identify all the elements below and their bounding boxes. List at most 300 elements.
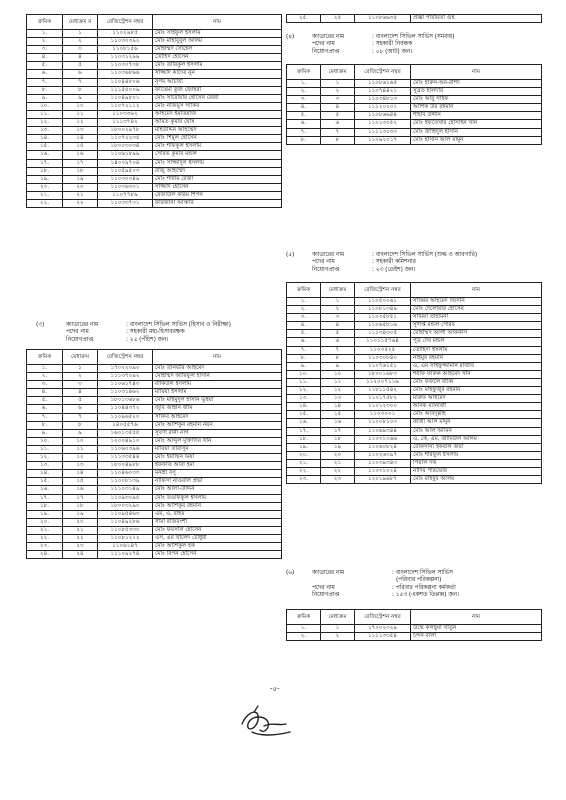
cell-reg: ১১০৭৪৪২১ — [355, 88, 411, 96]
cell-serial: ১৪. — [287, 403, 321, 411]
cadre3-table — [26, 349, 282, 559]
cell-merit: ২ — [63, 373, 98, 381]
cell-merit: ৮ — [63, 86, 98, 94]
cell-reg: ১১০০৮১৩৯ — [98, 478, 153, 486]
cell-name: মহিউদ্দিন আহম্মেদ — [153, 127, 282, 135]
cell-reg: ১১১১৩০৩৩ — [355, 128, 411, 136]
cell-merit: ১৪ — [321, 403, 355, 411]
cell-merit: ৪ — [63, 54, 98, 62]
cell-reg: ১১১২০২০১ — [355, 104, 411, 112]
cell-serial: ৯. — [27, 94, 63, 102]
cell-merit: ২১ — [63, 526, 98, 534]
table-row — [287, 435, 542, 443]
cell-merit: ৩ — [321, 96, 355, 104]
table-row — [27, 534, 282, 542]
cell-serial: ১. — [287, 298, 321, 306]
cell-serial: ১২. — [27, 454, 63, 462]
cell-serial: ১৪. — [27, 470, 63, 478]
cadre6-table — [286, 609, 542, 641]
cadre4-cadre-value: : বাংলাদেশ সিভিল সার্ভিস (সমবায়) — [372, 34, 455, 40]
cell-reg: ১১০৭২২৩৫ — [98, 135, 153, 143]
table-row — [27, 526, 282, 534]
cadre3-appt-value: : ২৫ (পঁচিশ) জন। — [126, 336, 169, 343]
cell-merit: ৮ — [63, 421, 98, 429]
cell-serial: ৮. — [287, 354, 321, 362]
cell-serial: ১৫. — [27, 478, 63, 486]
cell-serial: ৫. — [27, 62, 63, 70]
table-row — [27, 183, 282, 191]
table-row — [287, 443, 542, 451]
table-row — [287, 338, 542, 346]
table-row — [27, 478, 282, 486]
cell-reg: ১১০০৮১০৩ — [355, 419, 411, 427]
cell-reg: ১১০৬১৭৪৩ — [98, 381, 153, 389]
cadre4-block — [286, 64, 542, 145]
cell-merit: ২ — [63, 38, 98, 46]
cell-serial: ১৩. — [27, 127, 63, 135]
cell-reg: ১৮০০৩০৩৪ — [98, 143, 153, 151]
cell-merit: ১ — [63, 30, 98, 38]
cell-merit: ১০ — [63, 102, 98, 110]
cell-serial: ১৮. — [27, 502, 63, 510]
cadre4-table — [286, 64, 542, 145]
table-row — [287, 427, 542, 435]
cell-reg: ১১০৬১৪৭ — [98, 543, 153, 551]
cell-serial: ৭. — [27, 413, 63, 421]
cell-name: মোঃ রিপন হোসেন — [153, 551, 282, 559]
table-row — [27, 119, 282, 127]
cell-name: সৌরভ কুমার মন্ডল — [153, 151, 282, 159]
table-row — [27, 462, 282, 470]
cell-name: উম্মে কলছুমা খাতুন — [411, 625, 542, 633]
cell-name: মোঃ হাসান আল মামুন — [411, 136, 542, 144]
cell-serial: ৯. — [27, 429, 63, 437]
table-header — [287, 65, 542, 80]
table-row — [287, 120, 542, 128]
cell-serial: ১৩. — [287, 395, 321, 403]
cell-reg: ১১০৮৫৩৩০ — [98, 526, 153, 534]
cell-name: মোঃ আবু সাইফ — [411, 96, 542, 104]
cell-reg: ১১০৮১২১২ — [98, 534, 153, 542]
cell-reg: ১১০৮৬১৬৫ — [355, 80, 411, 88]
cell-reg: ১১০৭৬১৫১ — [355, 362, 411, 370]
table-row — [287, 419, 542, 427]
cell-reg: ১১০৪৬০৩৩ — [98, 470, 153, 478]
cell-reg: ১১১১৩৩৫৪ — [355, 633, 411, 641]
table-row — [287, 112, 542, 120]
signature — [234, 702, 296, 742]
cell-reg: ১১২০০৭১১৬ — [355, 378, 411, 386]
cell-merit: ২১ — [321, 459, 355, 467]
table-row — [27, 70, 282, 78]
cell-reg: ১৮০১৩৬৮৬ — [98, 397, 153, 405]
cell-reg: ১৬০১৩৫৫৫ — [98, 429, 153, 437]
table-row — [287, 128, 542, 136]
col-merit: মেধাক্রম — [321, 283, 355, 298]
cell-serial: ১১. — [27, 445, 63, 453]
cadre4-header — [286, 34, 455, 56]
cell-serial: ১৭. — [287, 427, 321, 435]
cell-reg: ১৮০০২৯৭৮ — [98, 127, 153, 135]
cadre4-post-label: পদের নাম — [312, 41, 335, 48]
col-name: নাম — [153, 350, 282, 365]
table-header — [287, 610, 542, 625]
cell-merit: ৩ — [321, 314, 355, 322]
cell-name: সাজ্জাদ হোসেন — [153, 183, 282, 191]
cell-name: মোহাম্মদ সোহেল — [153, 46, 282, 54]
cadre5-header — [286, 252, 477, 274]
cell-merit: ২ — [321, 88, 355, 96]
table-row — [287, 80, 542, 88]
col-name: নাম — [411, 283, 542, 298]
cell-serial: ১৭. — [27, 494, 63, 502]
cell-reg: ১১০৮৬৬৩৫ — [355, 15, 411, 23]
cell-merit: ১৭ — [63, 494, 98, 502]
cell-name: মারুফ আহমেদ — [411, 395, 542, 403]
cell-merit: ৫ — [63, 62, 98, 70]
cell-serial: ১৭. — [27, 159, 63, 167]
cell-reg: ১১১৩৪৩০৫ — [355, 330, 411, 338]
cadre3-cadre-value: : বাংলাদেশ সিভিল সার্ভিস (হিসাব ও নিরীক্ষা) — [126, 322, 231, 328]
cell-reg: ১১০৩০৩৪৯ — [98, 175, 153, 183]
table-row — [27, 510, 282, 518]
cell-merit: ১১ — [63, 445, 98, 453]
table-row — [287, 354, 542, 362]
cell-reg: ১১০৮১৫৬ — [98, 46, 153, 54]
cell-serial: ২২. — [287, 467, 321, 475]
cell-merit: ১ — [321, 80, 355, 88]
cell-reg: ১১০৫৯৫০৩ — [98, 167, 153, 175]
cell-serial: ২৪. — [27, 551, 63, 559]
cell-serial: ৯. — [287, 362, 321, 370]
table-row — [27, 365, 282, 373]
cadre5-appt-label: নিয়োগপ্রাপ্ত — [312, 266, 340, 273]
table-row — [27, 494, 282, 502]
cell-serial: ২১. — [27, 191, 63, 199]
table-row — [287, 88, 542, 96]
cell-reg: ১১০৬১৮৯৯ — [98, 151, 153, 159]
table-row — [27, 389, 282, 397]
cell-serial: ১৫. — [287, 411, 321, 419]
cell-name: ফারজানা আক্তার — [153, 199, 282, 207]
cadre6-cadre-label: ক্যাডারের নাম — [312, 570, 345, 576]
table-row — [287, 346, 542, 354]
cell-reg: ১১০১১৫৭৬৪ — [355, 338, 411, 346]
cell-reg: ১১১৩৩৫৪৪ — [98, 454, 153, 462]
cell-merit: ৪ — [321, 322, 355, 330]
cell-merit: ১৭ — [63, 159, 98, 167]
cell-merit: ২২ — [63, 199, 98, 207]
cell-name: শাহাব উদ্দীন — [411, 112, 542, 120]
cell-name: রেজাউল করিম শিপন — [153, 191, 282, 199]
cell-reg: ১১০৬৯৩৪৪ — [355, 427, 411, 435]
table-row — [27, 135, 282, 143]
cell-merit: ১৬ — [321, 419, 355, 427]
cell-name: মোহাম্মদ আরিফুল হাসান — [153, 373, 282, 381]
cell-name: এস, এম খালেদ চৌধুরী — [153, 534, 282, 542]
cell-name: মোঃ আব্দুল মুক্তাদির খান — [153, 437, 282, 445]
cell-serial: ৪. — [27, 389, 63, 397]
cell-merit: ৫ — [321, 330, 355, 338]
cadre4-appt-value: : ০৮ (আট) জন। — [372, 48, 413, 55]
cell-name: অনিক ব্যানার্জী — [411, 403, 542, 411]
cell-reg: ১১০৩৫৮৫১ — [355, 314, 411, 322]
cell-reg: ১১০৪৪৩৭২ — [98, 405, 153, 413]
cell-reg: ১১০৩৬৩০১ — [98, 183, 153, 191]
col-merit: মেধাক্রম — [321, 65, 355, 80]
cell-merit: ১৮ — [63, 502, 98, 510]
table-a-block — [26, 14, 282, 208]
table-row — [27, 38, 282, 46]
cell-reg: ১৪০০৯৭০৪ — [98, 159, 153, 167]
cell-reg: ১১০৯৩০৯৫ — [98, 494, 153, 502]
cell-name: মোঃ আলা-উদ্দিন — [153, 486, 282, 494]
cell-serial: ৪. — [27, 54, 63, 62]
cell-serial: ৮. — [287, 136, 321, 144]
table-row — [287, 104, 542, 112]
cadre5-cadre-value: : বাংলাদেশ সিভিল সার্ভিস (শুল্ক ও আবগারি) — [372, 252, 478, 258]
table-row — [27, 167, 282, 175]
cell-reg: ১১০৩১০২৪ — [355, 467, 411, 475]
cell-merit: ১৩ — [63, 127, 98, 135]
cell-name: মোঃ শরিফুল ইসলাম — [411, 451, 542, 459]
table-row — [27, 381, 282, 389]
cell-name: সামিয়া তাহমিনা — [411, 314, 542, 322]
cadre4-num: (৪) — [286, 34, 295, 40]
cell-merit: ২০ — [63, 183, 98, 191]
cell-merit: ১৬ — [63, 151, 98, 159]
cell-serial: ১১. — [287, 378, 321, 386]
cell-name: মোঃ আশিকুর রহমান — [153, 502, 282, 510]
table-row — [27, 54, 282, 62]
cell-name: মোঃ নাজমুস সাকিব — [153, 102, 282, 110]
cell-reg: ১১১৩৭৪২ — [98, 119, 153, 127]
cell-name: মোঃ আবদুল্লাহ — [411, 411, 542, 419]
cell-reg: ১১৮১১৫৪২ — [355, 387, 411, 395]
cell-name: মোঃ শিমুল হোসেন — [153, 135, 282, 143]
cell-reg: ১১০৬০৩৯৬ — [98, 445, 153, 453]
table-row — [287, 362, 542, 370]
cell-merit: ৭ — [63, 413, 98, 421]
table-row — [287, 395, 542, 403]
cell-merit: ১৩ — [63, 462, 98, 470]
cell-serial: ২. — [287, 306, 321, 314]
cadre3-num: (৩) — [36, 322, 45, 328]
cell-merit: ৯ — [63, 429, 98, 437]
cadre3-cadre-label: ক্যাডারের নাম — [66, 322, 99, 328]
cell-name: আশিক উর রহমান — [411, 104, 542, 112]
cadre3-appt-label: নিয়োগপ্রাপ্ত — [66, 336, 94, 343]
table-row — [27, 405, 282, 413]
table-row — [287, 451, 542, 459]
cell-serial: ২০. — [27, 518, 63, 526]
cell-merit: ১৮ — [63, 167, 98, 175]
table-row — [27, 151, 282, 159]
cell-reg: ১১০৩০০১ — [355, 411, 411, 419]
cell-reg: ১১০৭৭৮৯ — [98, 191, 153, 199]
cell-reg: ১১১০৩১৪৯ — [98, 486, 153, 494]
cell-reg: ১১০৮১৩৪৯ — [355, 306, 411, 314]
col-merit: মেধাক্রম — [321, 610, 355, 625]
cell-merit: ২৫ — [321, 15, 355, 23]
cell-reg: ১১০৯৬৫২০ — [98, 413, 153, 421]
cell-name: সীমা রাজবংশী — [153, 518, 282, 526]
cell-reg: ১২০০৪৯১০ — [98, 437, 153, 445]
cell-name: মারিয়া ইসলাম — [153, 389, 282, 397]
cell-merit: ৩ — [63, 46, 98, 54]
table-row — [287, 476, 542, 484]
cell-name: মোঃ সাজ্জাদুল ইসলাম — [153, 159, 282, 167]
cell-reg: ১৮০০৩২৯০ — [98, 502, 153, 510]
cell-name: রাকিউল ইসলাম — [153, 381, 282, 389]
table-a — [26, 14, 282, 208]
cell-serial: ১২. — [287, 387, 321, 395]
cell-merit: ৯ — [63, 94, 98, 102]
cell-serial: ২২. — [27, 534, 63, 542]
cell-name: নাইমুর রহমান — [411, 354, 542, 362]
cell-reg: ১১০৩৬৮৬৬ — [98, 70, 153, 78]
cell-reg: ১১০২৯৮৫ — [98, 30, 153, 38]
cell-name: পিয়াল দত্ত — [411, 459, 542, 467]
cadre6-post-label: পদের নাম — [312, 584, 335, 591]
cell-merit: ১২ — [63, 454, 98, 462]
cell-serial: ১৬. — [27, 486, 63, 494]
cadre3-header — [36, 322, 231, 344]
cadre5-post-label: পদের নাম — [312, 259, 335, 266]
col-name: নাম — [411, 65, 542, 80]
cell-serial: ৪. — [287, 322, 321, 330]
table-row — [27, 102, 282, 110]
cell-name: মোঃ তওফিকুল ইসলাম — [153, 494, 282, 502]
cadre4-cadre-label: ক্যাডারের নাম — [312, 34, 345, 40]
cell-reg: ১১০৩০৭৩৮ — [98, 62, 153, 70]
cell-serial: ১১. — [27, 110, 63, 118]
cell-reg: ১১০৫০০৬১ — [355, 298, 411, 306]
cell-merit: ১৯ — [63, 510, 98, 518]
table-row — [27, 502, 282, 510]
cell-merit: ১ — [63, 365, 98, 373]
cell-serial: ৮. — [27, 86, 63, 94]
cell-merit: ৬ — [63, 405, 98, 413]
cell-name: মোহাম্মদ আলী আককাস — [411, 330, 542, 338]
cell-serial: ৬. — [287, 338, 321, 346]
cell-reg: ১১০৮৬৬৪৪ — [355, 112, 411, 120]
cell-reg: ১১০৩১০৬৬ — [355, 435, 411, 443]
cell-name: মোঃ মাহবুব আলম — [411, 476, 542, 484]
cell-reg: ১১০৩৫২৫ — [355, 346, 411, 354]
cell-serial: ১৪. — [27, 135, 63, 143]
cell-merit: ৮ — [321, 136, 355, 144]
col-serial: ক্রমিক — [287, 65, 321, 80]
table-row — [27, 437, 282, 445]
cell-name: সাকিব আহমেদ — [153, 413, 282, 421]
cell-name: মোঃ তানভীর আহমেদ — [153, 365, 282, 373]
cadre6-post-value: : পরিবার পরিকল্পনা কর্মকর্তা — [392, 584, 456, 591]
table-row — [27, 373, 282, 381]
top-row-table — [286, 14, 542, 23]
cell-reg: ১১০৩৪৮১৩ — [355, 96, 411, 104]
cell-name: মোঃ মাহাবুবুল আলম — [153, 38, 282, 46]
table-row — [287, 625, 542, 633]
cadre6-cadre-value: : বাংলাদেশ সিভিল সার্ভিস — [392, 570, 453, 576]
cell-reg: ১১০৯২০১৭ — [355, 136, 411, 144]
table-row — [27, 470, 282, 478]
cell-name: মোঃ হারুন-অর-রশিদ — [411, 80, 542, 88]
cell-name: পুত্র দেব মন্ডল — [411, 338, 542, 346]
col-reg: রেজিস্ট্রেশন নম্বর — [98, 350, 153, 365]
cell-serial: ১৯. — [27, 175, 63, 183]
table-row — [27, 413, 282, 421]
cell-merit: ১০ — [63, 437, 98, 445]
cell-reg: ১১১৩৭০৯২ — [98, 373, 153, 381]
cell-merit: ১৯ — [63, 175, 98, 183]
cell-merit: ৬ — [321, 120, 355, 128]
cadre6-cadre-value2: (পরিবার পরিকল্পনা) — [396, 577, 442, 584]
table-row — [287, 15, 542, 23]
cell-name: সাজ্জাদ কাদের নুন — [153, 70, 282, 78]
cell-serial: ১. — [287, 80, 321, 88]
cell-reg: ১৮০০৪৯৮৮ — [98, 462, 153, 470]
cell-name: মোঃ শফিকুল ইসলাম — [153, 143, 282, 151]
cell-serial: ২০. — [27, 183, 63, 191]
col-reg: রেজিস্ট্রেশন নম্বর — [355, 283, 411, 298]
cell-name: মোঃ ইয়াছিন মিয়া — [153, 454, 282, 462]
cell-serial: ১৬. — [27, 151, 63, 159]
cell-name: মোঃ মাহমুদুল হাসান ভূঁইয়া — [153, 397, 282, 405]
table-header — [27, 350, 282, 365]
cell-merit: ৭ — [321, 128, 355, 136]
cell-name: কাজী আল মামুন — [411, 419, 542, 427]
cell-merit: ১৬ — [63, 486, 98, 494]
cell-name: নাফিসা নাওয়াল প্রভা — [153, 478, 282, 486]
cell-serial: ২. — [27, 373, 63, 381]
cadre6-num: (৬) — [286, 570, 295, 576]
cell-name: এম, এ, রহিম — [153, 510, 282, 518]
cell-merit: ১৪ — [63, 470, 98, 478]
cell-merit: ২০ — [321, 451, 355, 459]
cell-merit: ১ — [321, 298, 355, 306]
cell-reg: ১১০১৩০৫২ — [355, 120, 411, 128]
col-serial: ক্রমিক — [287, 283, 321, 298]
cell-name: মোঃ ফয়সাল হোসেন — [153, 526, 282, 534]
cell-name: আহমেদ ইমতিয়াজ — [153, 110, 282, 118]
table-row — [287, 387, 542, 395]
cell-merit: ৫ — [63, 397, 98, 405]
cadre4-appt-label: নিয়োগপ্রাপ্ত — [312, 48, 340, 55]
cell-merit: ৩ — [63, 381, 98, 389]
cell-merit: ১২ — [321, 387, 355, 395]
cadre5-num: (৫) — [286, 252, 295, 258]
cell-reg: ১১০১২৩০০ — [355, 403, 411, 411]
cell-serial: ২১. — [27, 526, 63, 534]
cell-serial: ৩. — [287, 96, 321, 104]
cell-reg: ১১০৩০৩৯২ — [98, 38, 153, 46]
cell-reg: ১১০৩০৮৪০ — [355, 354, 411, 362]
table-row — [27, 143, 282, 151]
table-row — [27, 397, 282, 405]
cell-merit: ৪ — [321, 104, 355, 112]
cadre5-block — [286, 282, 542, 484]
cell-merit: ১১ — [63, 110, 98, 118]
table-row — [27, 454, 282, 462]
cadre3-post-label: পদের নাম — [66, 329, 89, 336]
cell-serial: ১৬. — [287, 419, 321, 427]
cell-name: মোঃ মাহফুজুর রহমান — [411, 387, 542, 395]
cell-reg: ১১০৩১৪৬২ — [98, 389, 153, 397]
cadre3-post-value: : সহকারী মহা-হিসাবরক্ষক — [126, 329, 185, 336]
cell-name: রাজু আহম্মেদ — [153, 167, 282, 175]
cadre6-block — [286, 609, 542, 641]
